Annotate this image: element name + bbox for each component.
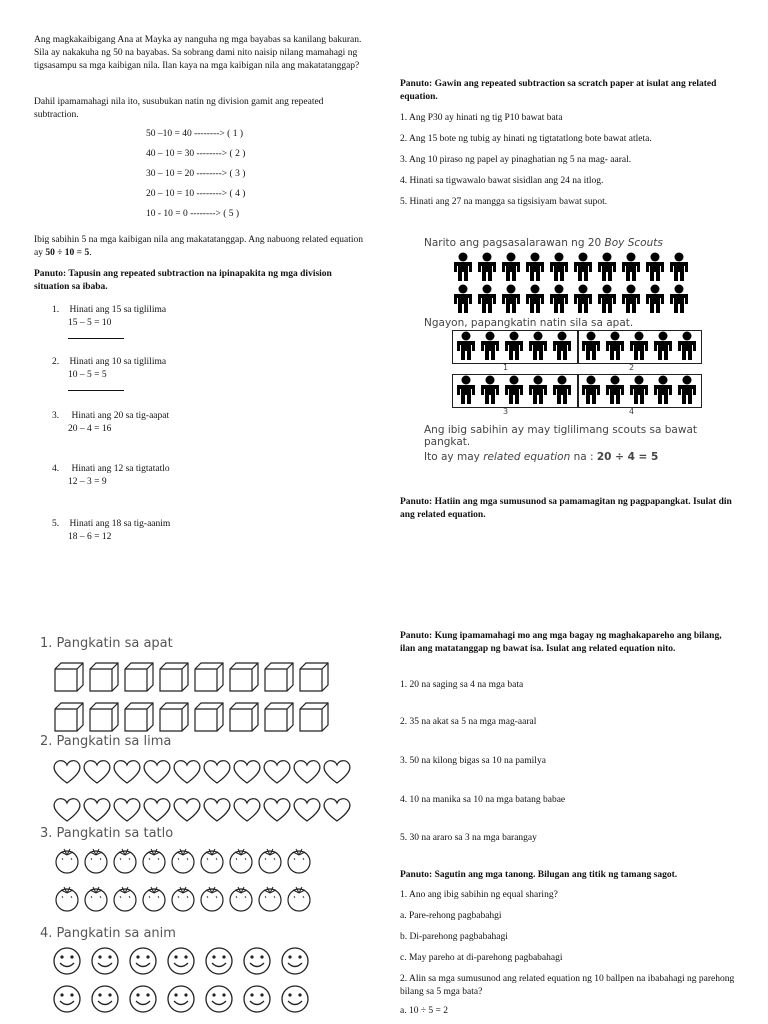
- numbered-list: [400, 112, 730, 209]
- directive-text: Panuto: Hatiin ang mga sumusunod sa pamamagitan ng pagpapangkat. Isulat din ang related equation.: [400, 497, 732, 520]
- list-item: 4. Hinati sa tigwawalo bawat sisidlan ang 24 na itlog.: [400, 176, 604, 186]
- list-item: [52, 518, 352, 544]
- item-number: 4.: [52, 464, 60, 474]
- group-number: 1: [503, 363, 509, 372]
- scout-icon: [452, 252, 702, 316]
- meaning-paragraph: Ibig sabihin 5 na mga kaibigan nila ang makatatanggap. Ang nabuong related equation ay 50 ÷ 10 = 5.: [34, 235, 363, 258]
- related-equation-bold: 50 ÷ 10 = 5: [45, 248, 90, 258]
- item-number: 1.: [52, 305, 60, 315]
- answer-blank[interactable]: [68, 382, 124, 391]
- list-item: [52, 410, 352, 436]
- equation-line: 30 – 10 = 20 --------> ( 3 ): [146, 169, 246, 179]
- smiley-icon: [52, 946, 352, 1024]
- scout-group: [455, 375, 577, 405]
- directive-text: Panuto: Kung ipamamahagi mo ang mga bagay ng maghakapareho ang bilang, ilan ang matatanggap ng bawat isa. Isulat ang related equation nito.: [400, 631, 722, 654]
- directive-scratch-paper: [400, 78, 730, 104]
- list-item: 2. 35 na akat sa 5 na mga mag-aaral: [400, 717, 537, 727]
- list-item: 5. 30 na araro sa 3 na mga barangay: [400, 833, 537, 843]
- answer-choice[interactable]: b. Di-parehong pagbabahagi: [400, 932, 508, 942]
- list-item: [52, 356, 352, 396]
- answer-choice[interactable]: c. May pareho at di-parehong pagbabahagi: [400, 953, 563, 963]
- item-equation: 12 – 3 = 9: [68, 477, 107, 487]
- list-item: 3. Ang 10 piraso ng papel ay pinaghatian ng 5 na mag- aaral.: [400, 155, 632, 165]
- story-text: Ang magkakaibigang Ana at Mayka ay nanguha ng mga bayabas sa kanilang bakuran. Sila ay nakakuha ng 50 na bayabas. Sa sobrang dami nito naisip nilang mamahagi ng tigsasampu sa mga kaibigan nila. Ilan kaya na mga kaibigan nila ang makatatanggap?: [34, 35, 362, 71]
- item-text: Hinati ang 12 sa tigtatatlo: [71, 464, 170, 474]
- item-number: 5.: [52, 519, 60, 529]
- item-equation: 10 – 5 = 5: [68, 370, 107, 380]
- figure-equation: Ito ay may related equation na : 20 ÷ 4 = 5: [424, 451, 659, 463]
- cube-icon: [52, 658, 342, 738]
- item-equation: 18 – 6 = 12: [68, 532, 112, 542]
- equation-line: 40 – 10 = 30 --------> ( 2 ): [146, 149, 246, 159]
- directive-repeated-subtraction: [34, 268, 369, 294]
- item-text: Hinati ang 20 sa tig-aapat: [71, 411, 170, 421]
- intro-text: Dahil ipamamahagi nila ito, susubukan natin ng division gamit ang repeated subtraction.: [34, 97, 324, 120]
- smiley-rows: [52, 946, 352, 1024]
- answer-choice[interactable]: a. 10 ÷ 5 = 2: [400, 1006, 449, 1016]
- list-item: [52, 463, 352, 489]
- list-item: 1. 20 na saging sa 4 na mga bata: [400, 680, 524, 690]
- group-number: 2: [629, 363, 635, 372]
- list-item: 2. Ang 15 bote ng tubig ay hinati ng tigtatatlong bote bawat atleta.: [400, 134, 652, 144]
- scout-group: [455, 331, 577, 361]
- directive-text: Panuto: Tapusin ang repeated subtraction na ipinapakita ng mga division situation sa ibaba.: [34, 269, 332, 292]
- list-item: 4. 10 na manika sa 10 na mga batang babae: [400, 795, 566, 805]
- scouts-block: [452, 252, 702, 316]
- item-number: 2.: [52, 357, 60, 367]
- item-number: 3.: [52, 411, 60, 421]
- story-paragraph: [34, 34, 369, 73]
- meaning-text: Ibig sabihin 5 na mga kaibigan nila ang makatatanggap. Ang nabuong related equation ay: [34, 235, 363, 258]
- list-item: 5. Hinati ang 27 na mangga sa tigsisiyam bawat supot.: [400, 197, 608, 207]
- list-item: 1. Ang P30 ay hinati ng tig P10 bawat bata: [400, 113, 563, 123]
- figure-title: Narito ang pagsasalarawan ng 20 Boy Scouts: [424, 237, 663, 249]
- heart-rows: [52, 756, 362, 826]
- answer-choice[interactable]: a. Pare-rehong pagbabahgi: [400, 911, 502, 921]
- figure-caption: Ang ibig sabihin ay may tiglilimang scouts sa bawat pangkat.: [424, 424, 698, 448]
- list-item: [52, 304, 352, 344]
- group-heading: 4. Pangkatin sa anim: [40, 926, 176, 941]
- question-text: 1. Ano ang ibig sabihin ng equal sharing?: [400, 890, 558, 900]
- directive-sharing: [400, 630, 735, 656]
- equation-line: 20 – 10 = 10 --------> ( 4 ): [146, 189, 246, 199]
- heart-icon: [52, 756, 362, 826]
- question-text: 2. Alin sa mga sumusunod ang related equation ng 10 ballpen na ibabahagi ng parehong bilang sa 5 mga bata?: [400, 974, 735, 997]
- group-number: 4: [629, 407, 635, 416]
- repeated-subtraction-equations: [146, 128, 366, 221]
- cube-rows: [52, 658, 342, 738]
- group-heading: 3. Pangkatin sa tatlo: [40, 826, 174, 841]
- list-item: 3. 50 na kilong bigas sa 10 na pamilya: [400, 756, 546, 766]
- item-equation: 15 – 5 = 10: [68, 318, 112, 328]
- answer-blank[interactable]: [68, 330, 124, 339]
- item-equation: 20 – 4 = 16: [68, 424, 112, 434]
- group-heading: 2. Pangkatin sa lima: [40, 734, 172, 749]
- item-text: Hinati ang 18 sa tig-aanim: [69, 519, 171, 529]
- directive-text: Panuto: Gawin ang repeated subtraction sa scratch paper at isulat ang related equation.: [400, 79, 717, 102]
- scout-group: [580, 331, 702, 361]
- item-text: Hinati ang 15 sa tiglilima: [69, 305, 167, 315]
- tomato-rows: [54, 846, 344, 922]
- directive-grouping: [400, 496, 745, 522]
- equation-line: 10 - 10 = 0 --------> ( 5 ): [146, 209, 240, 219]
- intro-paragraph: [34, 96, 369, 122]
- equation-line: 50 –10 = 40 --------> ( 1 ): [146, 129, 243, 139]
- directive-text: Panuto: Sagutin ang mga tanong. Bilugan ang titik ng tamang sagot.: [400, 870, 678, 880]
- group-heading: 1. Pangkatin sa apat: [40, 636, 173, 651]
- group-number: 3: [503, 407, 509, 416]
- scout-group: [580, 375, 702, 405]
- directive-questions: [400, 869, 745, 882]
- question-block: [400, 889, 740, 1018]
- figure-subtitle: Ngayon, papangkatin natin sila sa apat.: [424, 317, 634, 329]
- tomato-icon: [54, 846, 344, 922]
- item-text: Hinati ang 10 sa tiglilima: [69, 357, 167, 367]
